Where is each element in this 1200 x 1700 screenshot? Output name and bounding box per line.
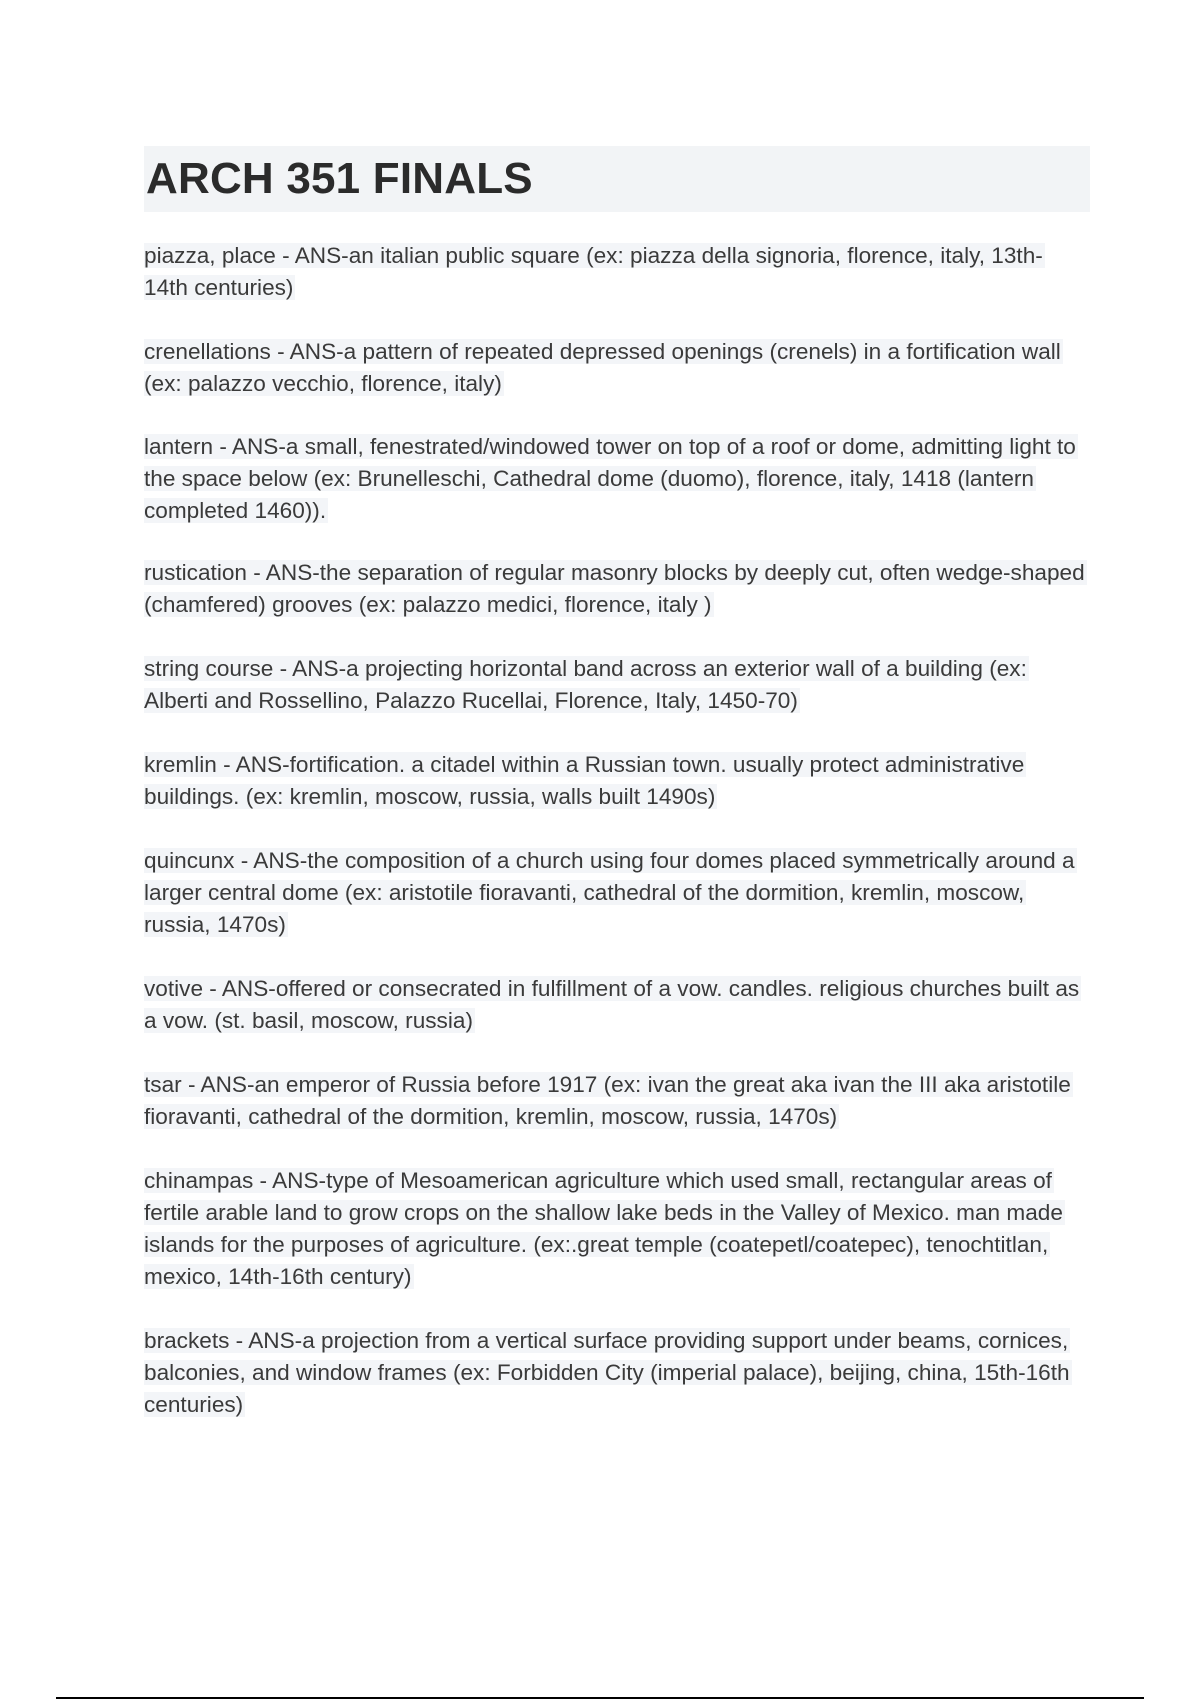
list-item <box>144 1069 1090 1133</box>
entry-text: lantern - ANS-a small, fenestrated/windowed tower on top of a roof or dome, admitting light to the space below (ex: Brunelleschi, Cathedral dome (duomo), florence, italy, 1418 (lantern completed 1460)). <box>144 434 1076 523</box>
entry-text: tsar - ANS-an emperor of Russia before 1917 (ex: ivan the great aka ivan the III aka aristotile fioravanti, cathedral of the dormition, kremlin, moscow, russia, 1470s) <box>144 1072 1071 1129</box>
entry-text: string course - ANS-a projecting horizontal band across an exterior wall of a building (ex: Alberti and Rossellino, Palazzo Rucellai, Florence, Italy, 1450-70) <box>144 656 1027 713</box>
list-item <box>144 653 1090 717</box>
entry-text: votive - ANS-offered or consecrated in fulfillment of a vow. candles. religious churches built as a vow. (st. basil, moscow, russia) <box>144 976 1080 1033</box>
list-item <box>144 973 1090 1037</box>
entry-text: rustication - ANS-the separation of regular masonry blocks by deeply cut, often wedge-shaped (chamfered) grooves (ex: palazzo medici, florence, italy ) <box>144 560 1085 617</box>
list-item <box>144 1325 1090 1421</box>
footer-divider <box>56 1697 1144 1699</box>
entry-text: brackets - ANS-a projection from a vertical surface providing support under beams, cornices, balconies, and window frames (ex: Forbidden City (imperial palace), beijing, china, 15th-16th centuries) <box>144 1328 1070 1417</box>
list-item <box>144 557 1090 621</box>
list-item <box>144 749 1090 813</box>
list-item <box>144 336 1090 400</box>
list-item <box>144 845 1090 941</box>
entry-text: chinampas - ANS-type of Mesoamerican agriculture which used small, rectangular areas of fertile arable land to grow crops on the shallow lake beds in the Valley of Mexico. man made islands for the purposes of agriculture. (ex:.great temple (coatepetl/coatepec), tenochtitlan, mexico, 14th-16th century) <box>144 1168 1063 1289</box>
entry-text: piazza, place - ANS-an italian public square (ex: piazza della signoria, florence, italy, 13th- 14th centuries) <box>144 243 1043 300</box>
entry-text: quincunx - ANS-the composition of a church using four domes placed symmetrically around a larger central dome (ex: aristotile fioravanti, cathedral of the dormition, kremlin, moscow, russia, 1470s) <box>144 848 1075 937</box>
list-item <box>144 240 1090 304</box>
entry-text: crenellations - ANS-a pattern of repeated depressed openings (crenels) in a fortification wall (ex: palazzo vecchio, florence, italy) <box>144 339 1061 396</box>
list-item <box>144 1165 1090 1293</box>
page-title: ARCH 351 FINALS <box>146 154 533 203</box>
list-item <box>144 431 1090 527</box>
title-bar <box>144 146 1090 212</box>
entry-list <box>144 240 1090 1453</box>
entry-text: kremlin - ANS-fortification. a citadel within a Russian town. usually protect administrative buildings. (ex: kremlin, moscow, russia, walls built 1490s) <box>144 752 1025 809</box>
